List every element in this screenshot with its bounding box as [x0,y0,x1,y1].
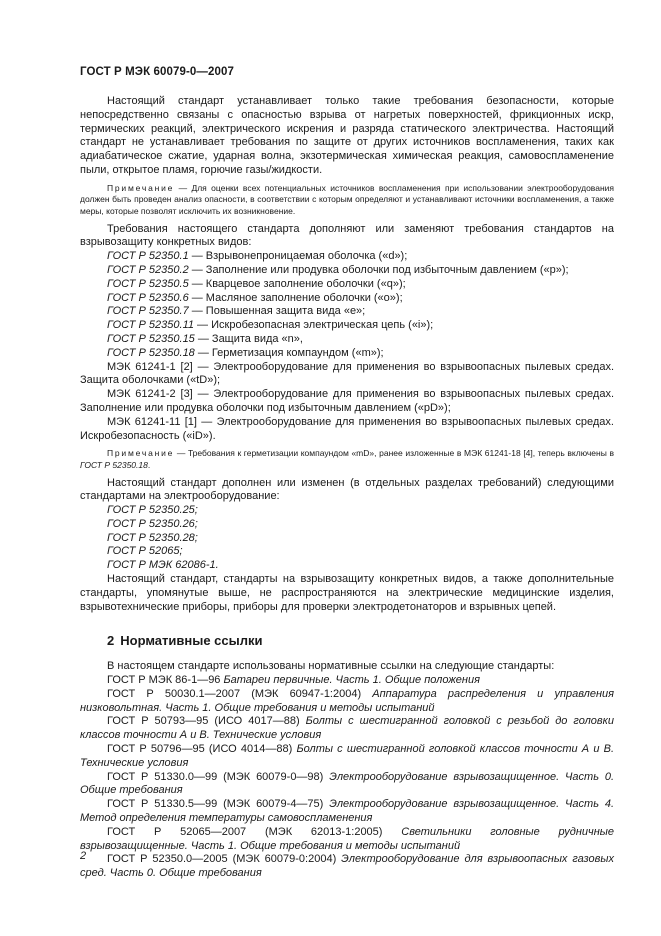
list-item: ГОСТ Р 52065; [107,545,183,558]
ref-code: ГОСТ Р МЭК 86-1—96 [107,674,221,687]
note-2 [80,448,614,471]
note-text: — Для оценки всех потенциальных источников воспламенения при использовании электрооборудования должен быть проведен анализ опасности, в соответствии с которым определяют и устанавливают источники воспламенения, а также меры, которые позволят исключить их возникновение. [80,182,614,216]
ref-code: ГОСТ Р 50793—95 (ИСО 4017—88) [107,715,300,728]
list-item [80,292,614,306]
gost-code: ГОСТ Р 52350.11 [107,319,194,332]
list-item: ГОСТ Р 52350.25; [107,504,198,517]
gost-text: — Повышенная защита вида «е»; [188,305,366,318]
gost-text: — Искробезопасная электрическая цепь («i»); [194,319,434,332]
ref-title: Светильники головные рудничные взрывозащищенные. Часть 1. Общие требования и методы испытаний [80,825,615,852]
standards-list [80,504,614,573]
gost-text: — Защита вида «n», [194,332,303,345]
reference-item [80,853,614,881]
paragraph-amendments: Настоящий стандарт дополнен или изменен (в отдельных разделах требований) следующими стандартами на электрооборудование: [80,476,614,503]
mek-item: МЭК 61241-11 [1] — Электрооборудование для применения во взрывоопасных пылевых средах. Искробезопасность («iD»). [80,415,614,442]
ref-code: ГОСТ Р 50796—95 (ИСО 4014—88) [107,743,293,756]
gost-code: ГОСТ Р 52350.5 [107,277,189,290]
ref-title: Болты с шестигранной головкой классов точности А и В. Технические условия [80,743,615,769]
gost-text: — Масляное заполнение оболочки («о»); [188,291,403,304]
list-item: ГОСТ Р 52350.28; [107,531,198,544]
gost-code: ГОСТ Р 52350.2 [107,263,189,276]
note-1 [80,183,614,218]
note-ref: ГОСТ Р 52350.18 [80,459,148,470]
reference-item [80,674,614,688]
gost-code: ГОСТ Р 52350.18 [107,346,195,359]
list-item [80,347,614,361]
gost-list [80,250,614,360]
ref-code: ГОСТ Р 52065—2007 (МЭК 62013-1:2005) [107,825,383,838]
page-header: ГОСТ Р МЭК 60079-0—2007 [80,66,234,78]
ref-code: ГОСТ Р 50030.1—2007 (МЭК 60947-1:2004) [107,687,362,700]
mek-item: МЭК 61241-1 [2] — Электрооборудование для применения во взрывоопасных пылевых средах. Защита оболочками («tD»); [80,360,614,387]
ref-title: Электрооборудование для взрывоопасных газовых сред. Часть 0. Общие требования [80,853,614,880]
note-label: Примечание [107,448,175,459]
gost-text: — Герметизация компаундом («m»); [194,346,384,359]
section-number: 2 [107,633,115,649]
reference-item [80,715,614,743]
refs-intro: В настоящем стандарте использованы нормативные ссылки на следующие стандарты: [107,660,555,673]
ref-title: Электрооборудование взрывозащищенное. Часть 4. Метод определения температуры самовоспламенения [80,798,614,825]
list-item [80,319,614,333]
note-text: — Требования к герметизации компаундом «mD», ранее изложенные в МЭК 61241-18 [4], теперь включены в [174,448,614,459]
gost-code: ГОСТ Р 52350.7 [107,305,189,318]
gost-code: ГОСТ Р 52350.1 [107,250,189,263]
ref-title: Батареи первичные. Часть 1. Общие положения [220,674,480,687]
gost-code: ГОСТ Р 52350.6 [107,291,189,304]
gost-code: ГОСТ Р 52350.15 [107,332,195,345]
reference-item [80,826,614,854]
note-label: Примечание [107,182,175,193]
list-item [80,305,614,319]
paragraph-requirements: Требования настоящего стандарта дополняют или заменяют требования стандартов на взрывозащиту конкретных видов: [80,222,614,249]
ref-title: Болты с шестигранной головкой с резьбой до головки классов точности А и В. Технические условия [80,715,614,742]
note-end: . [147,459,151,470]
ref-title: Аппаратура распределения и управления низковольтная. Часть 1. Общие требования и методы испытаний [80,687,614,714]
reference-item [80,743,614,771]
ref-title: Электрооборудование взрывозащищенное. Часть 0. Общие требования [80,770,614,797]
gost-text: — Взрывонепроницаемая оболочка («d»); [188,250,408,263]
page-content [80,95,614,881]
list-item: ГОСТ Р МЭК 62086-1. [107,559,219,572]
section-heading [107,634,614,648]
list-item [80,278,614,292]
mek-item: МЭК 61241-2 [3] — Электрооборудование для применения во взрывоопасных пылевых средах. Заполнение или продувка оболочки под избыточным давлением («pD»); [80,388,614,414]
ref-code: ГОСТ Р 52350.0—2005 (МЭК 60079-0:2004) [107,853,337,866]
list-item [80,250,614,264]
page-number: 2 [80,850,87,862]
paragraph-scope: Настоящий стандарт устанавливает только такие требования безопасности, которые непосредственно связаны с опасностью взрыва от нагретых поверхностей, фрикционных искр, термических реакций, электрического искрения и разряда статического электричества. Настоящий стандарт не устанавливает требования по защите от других источников воспламенения, таких как адиабатическое сжатие, ударная волна, экзотермическая химическая реакция, самовоспламенение пыли, открытое пламя, горючие газы/жидкости. [80,95,614,176]
list-item [80,333,614,347]
paragraph-exclusions: Настоящий стандарт, стандарты на взрывозащиту конкретных видов, а также дополнительные стандарты, упомянутые выше, не распространяются на электрические медицинские изделия, взрывотехнические приборы, приборы для проверки электродетонаторов и взрывных цепей. [80,573,614,613]
gost-text: — Заполнение или продувка оболочки под избыточным давлением («р»); [188,263,569,276]
reference-item [80,771,614,799]
list-item [80,264,614,278]
list-item: ГОСТ Р 52350.26; [107,517,198,530]
reference-item [80,798,614,826]
ref-code: ГОСТ Р 51330.0—99 (МЭК 60079-0—98) [107,770,324,783]
section-title: Нормативные ссылки [120,633,263,649]
gost-text: — Кварцевое заполнение оболочки («q»); [188,277,406,290]
ref-code: ГОСТ Р 51330.5—99 (МЭК 60079-4—75) [107,798,324,811]
reference-item [80,688,614,716]
